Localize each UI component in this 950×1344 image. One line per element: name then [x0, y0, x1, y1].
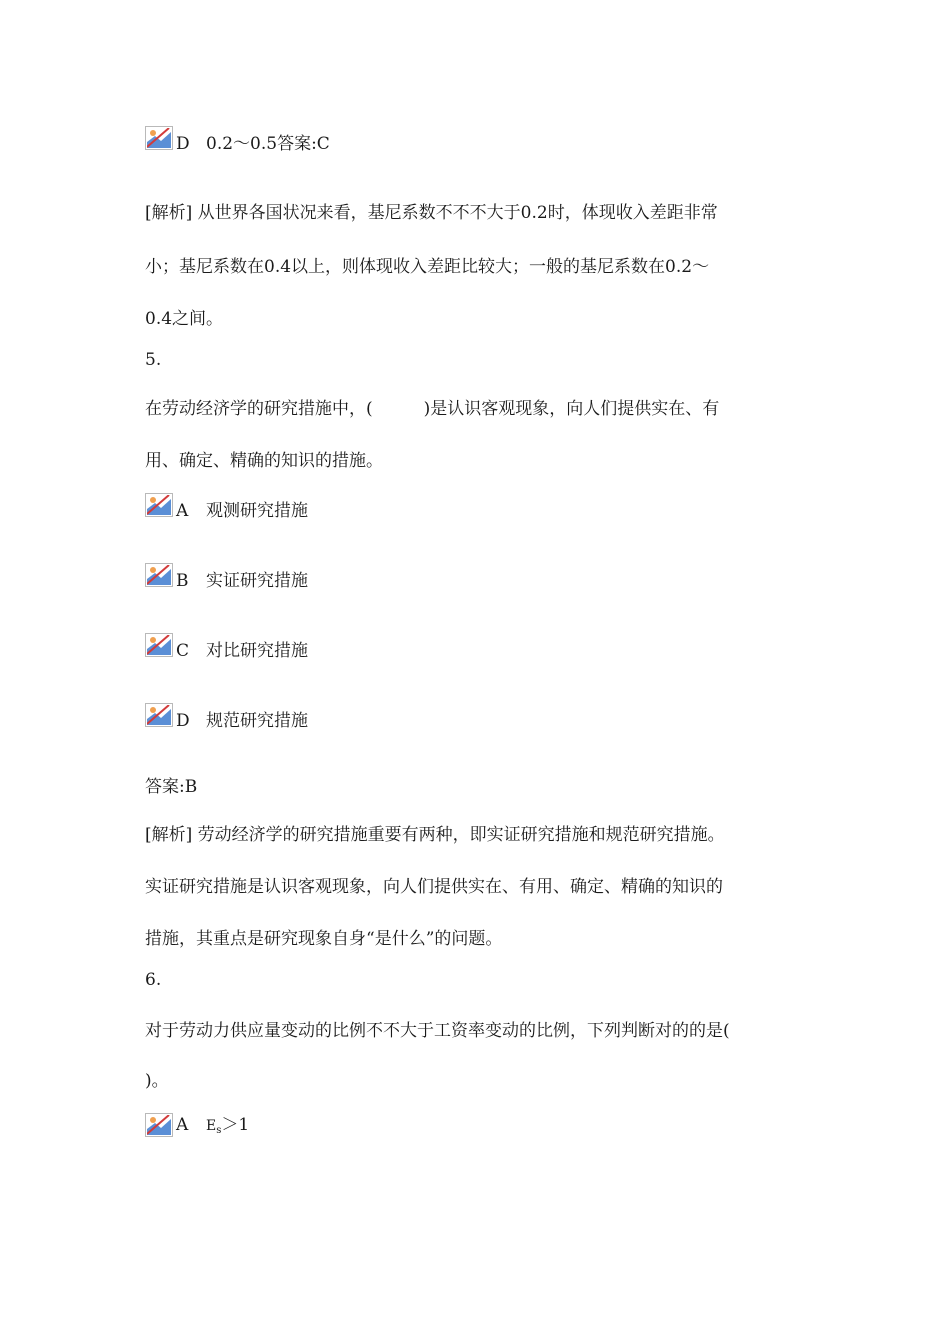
option-text: 对比研究措施	[206, 641, 308, 661]
q5-stem-line-1: 在劳动经济学的研究措施中，( )是认识客观现象，向人们提供实在、有	[145, 399, 720, 419]
q5-option-a[interactable]	[145, 487, 308, 521]
q6-number: 6.	[145, 970, 162, 990]
option-letter: A	[176, 1115, 189, 1135]
q6-stem-line-2: )。	[145, 1071, 169, 1091]
q5-option-c[interactable]	[145, 627, 308, 661]
option-text: 实证研究措施	[206, 571, 308, 591]
option-text: 规范研究措施	[206, 711, 308, 731]
q4-analysis-line-2: 小；基尼系数在0.4以上，则体现收入差距比较大；一般的基尼系数在0.2～	[145, 257, 710, 277]
broken-image-icon	[145, 703, 173, 727]
answer-label: 答案:C	[277, 134, 330, 154]
broken-image-icon	[145, 493, 173, 517]
q5-option-b[interactable]	[145, 557, 308, 591]
q4-analysis-line-3: 0.4之间。	[145, 309, 224, 329]
broken-image-icon	[145, 563, 173, 587]
option-text-tail: ＞1	[221, 1115, 250, 1135]
q5-number: 5.	[145, 350, 162, 370]
q6-stem-line-1: 对于劳动力供应量变动的比例不不大于工资率变动的比例，下列判断对的的是(	[145, 1021, 730, 1041]
option-letter: A	[176, 501, 189, 521]
option-text-main: E	[206, 1118, 217, 1134]
broken-image-icon	[145, 633, 173, 657]
option-text-subscript: s	[216, 1125, 222, 1136]
q6-option-a[interactable]	[145, 1107, 249, 1137]
option-text: 观测研究措施	[206, 501, 308, 521]
q5-answer: 答案:B	[145, 777, 198, 797]
option-letter: C	[176, 641, 190, 661]
q4-option-d[interactable]	[145, 120, 330, 154]
option-letter: D	[176, 711, 190, 731]
broken-image-icon	[145, 1113, 173, 1137]
broken-image-icon	[145, 126, 173, 150]
q4-analysis-line-1: [解析] 从世界各国状况来看，基尼系数不不不大于0.2时，体现收入差距非常	[145, 203, 718, 223]
q5-option-d[interactable]	[145, 697, 308, 731]
option-letter: B	[176, 571, 189, 591]
option-letter: D	[176, 134, 190, 154]
q5-analysis-line-2: 实证研究措施是认识客观现象，向人们提供实在、有用、确定、精确的知识的	[145, 877, 723, 897]
q5-stem-line-2: 用、确定、精确的知识的措施。	[145, 451, 383, 471]
q5-analysis-line-1: [解析] 劳动经济学的研究措施重要有两种，即实证研究措施和规范研究措施。	[145, 825, 725, 845]
q5-analysis-line-3: 措施，其重点是研究现象自身“是什么”的问题。	[145, 929, 503, 949]
option-text: 0.2～0.5	[206, 134, 278, 154]
